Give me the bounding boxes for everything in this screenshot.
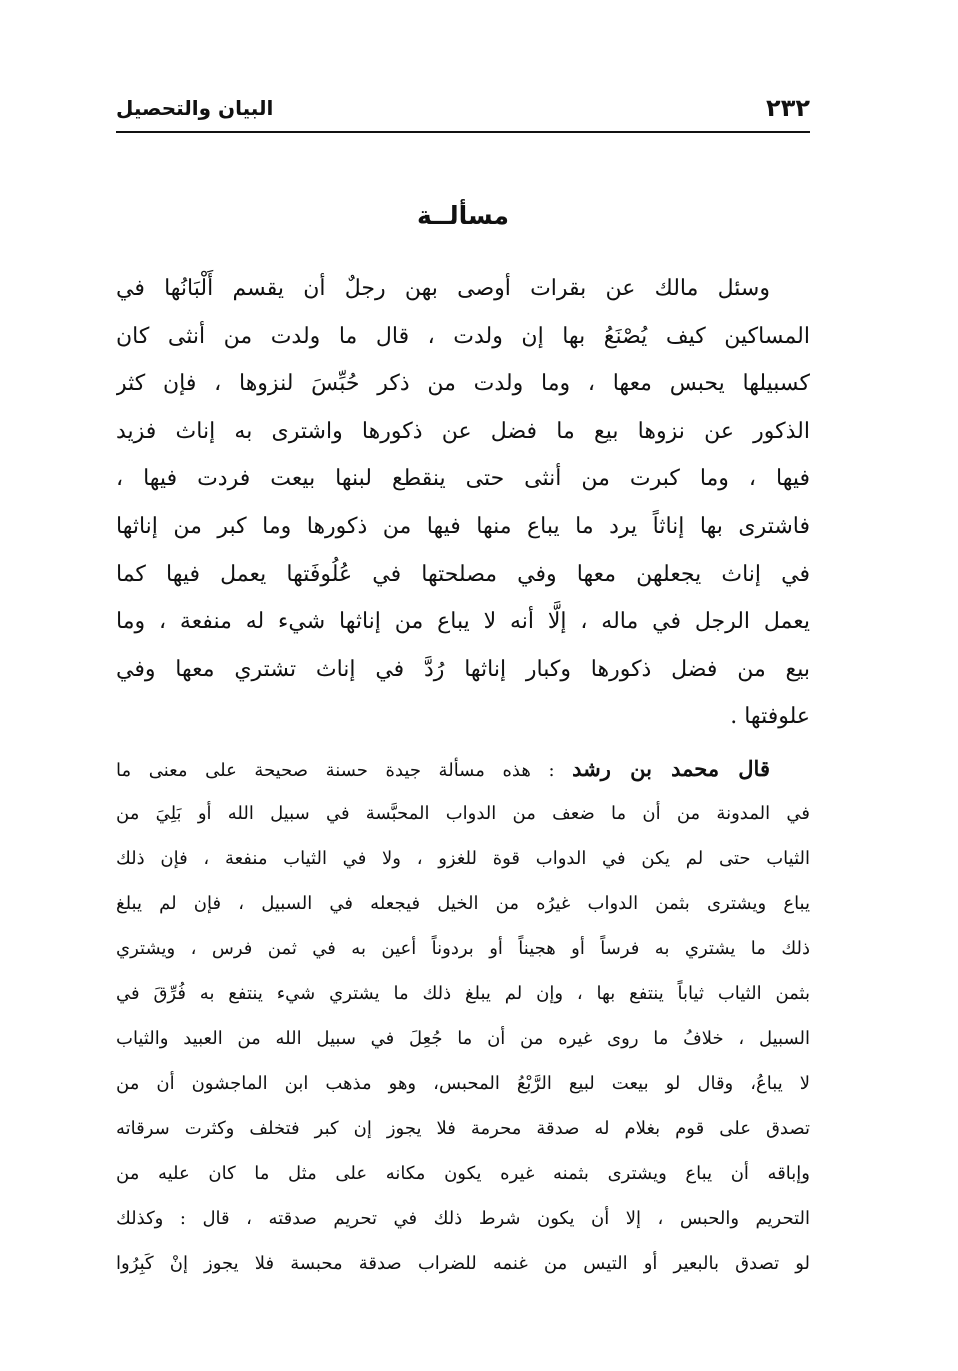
commentary-paragraph: [116, 746, 810, 1286]
text-line: يعمل الرجل في ماله ، إلَّا أنه لا يباع من إناثها شيء له منفعة ، وما: [116, 609, 810, 635]
page-number: ٢٣٢: [766, 94, 810, 122]
text-line: علوفتها .: [730, 704, 810, 730]
running-title: البيان والتحصيل: [116, 96, 274, 120]
text-line: الثياب حتى لم يكن في الدواب قوة للغزو ، ولا في الثياب منفعة ، فإن ذلك: [116, 848, 810, 869]
text-line: في إناث يجعلهن معها وفي مصلحتها في عُلُوفَتها يعمل فيها كما: [116, 561, 810, 587]
text-line: ذلك ما يشتري به فرساً أو هجيناً أو بردوناً أعين به في ثمن فرس ، ويشتري: [116, 938, 810, 959]
header-divider: [116, 131, 810, 133]
text-line: المساكين كيف يُصْنَعُ بها إن ولدت ، قال ما ولدت من أنثى كان: [116, 323, 810, 349]
text-line: وسئل مالك عن بقرات أوصى بهن رجلٌ أن يقسم أَلْبَانُها في: [116, 276, 770, 301]
text-line: فيها ، وما كبرت من أنثى حتى ينقطع لبنها بيعت فردت فيها ،: [116, 466, 810, 492]
text-line: بثمن الثياب ثياباً ينتفع بها ، وإن لم يبلغ ذلك ما يشتري شيء ينتفع به فُرِّقَ في: [116, 983, 810, 1004]
text-line: في المدونة من أن ما ضعف من الدواب المحبَّسة في سبيل الله أو بَلِيَ من: [116, 803, 810, 824]
commentary-intro-text: : هذه مسألة جيدة حسنة صحيحة على معنى ما: [116, 760, 573, 781]
text-line: التحريم والحبس ، إلا أن يكون شرط ذلك في تحريم صدقته ، قال : وكذلك: [116, 1208, 810, 1229]
text-line: الذكور عن نزوها بيع ما فضل عن ذكورها واشترى به إناث فزيد: [116, 418, 810, 444]
question-paragraph: [116, 265, 810, 741]
text-line: يباع ويشترى بثمن الدواب غيرُه من الخيل فيجعله في السبيل ، فإن لم يبلغ: [116, 893, 810, 914]
text-line: فاشترى بها إناثاً يرد ما يباع منها فيها من ذكورها وما كبر من إناثها: [116, 513, 810, 539]
text-line: لا يباعُ، وقال لو بيعت لبيع الرَّبْعُ المحبس، وهو مذهب ابن الماجشون أن من: [116, 1073, 810, 1094]
text-line: تصدق على قوم بغلام له صدقة محرمة فلا يجوز إن كبر فتخلف وكثرت سرقاته: [116, 1118, 810, 1139]
text-line: لو تصدق بالبعير أو التيس من غنمه للضراب صدقة محبسة فلا يجوز إنْ كَبِرُوا: [116, 1253, 810, 1274]
commentary-first-line: [116, 746, 810, 791]
text-line: بيع من فضل ذكورها وكبار إناثها رُدَّ في إناث تشتري معها وفي: [116, 656, 810, 682]
section-heading: مسألــة: [417, 201, 509, 230]
commentator-name: قال محمد بن رشد: [572, 756, 770, 781]
text-line: وإباقه أن يباع ويشترى بثمنه غيره يكون مكانه على مثل ما كان عليه من: [116, 1163, 810, 1184]
text-line: كسبيلها يحبس معها ، وما ولدت من ذكر حُبِّسَ لنزوها ، فإن كثر: [116, 371, 810, 397]
text-line: السبيل ، خلافُ ما روى غيره من أن ما جُعِلَ في سبيل الله من العبيد والثياب: [116, 1028, 810, 1049]
page-header: [116, 92, 810, 126]
